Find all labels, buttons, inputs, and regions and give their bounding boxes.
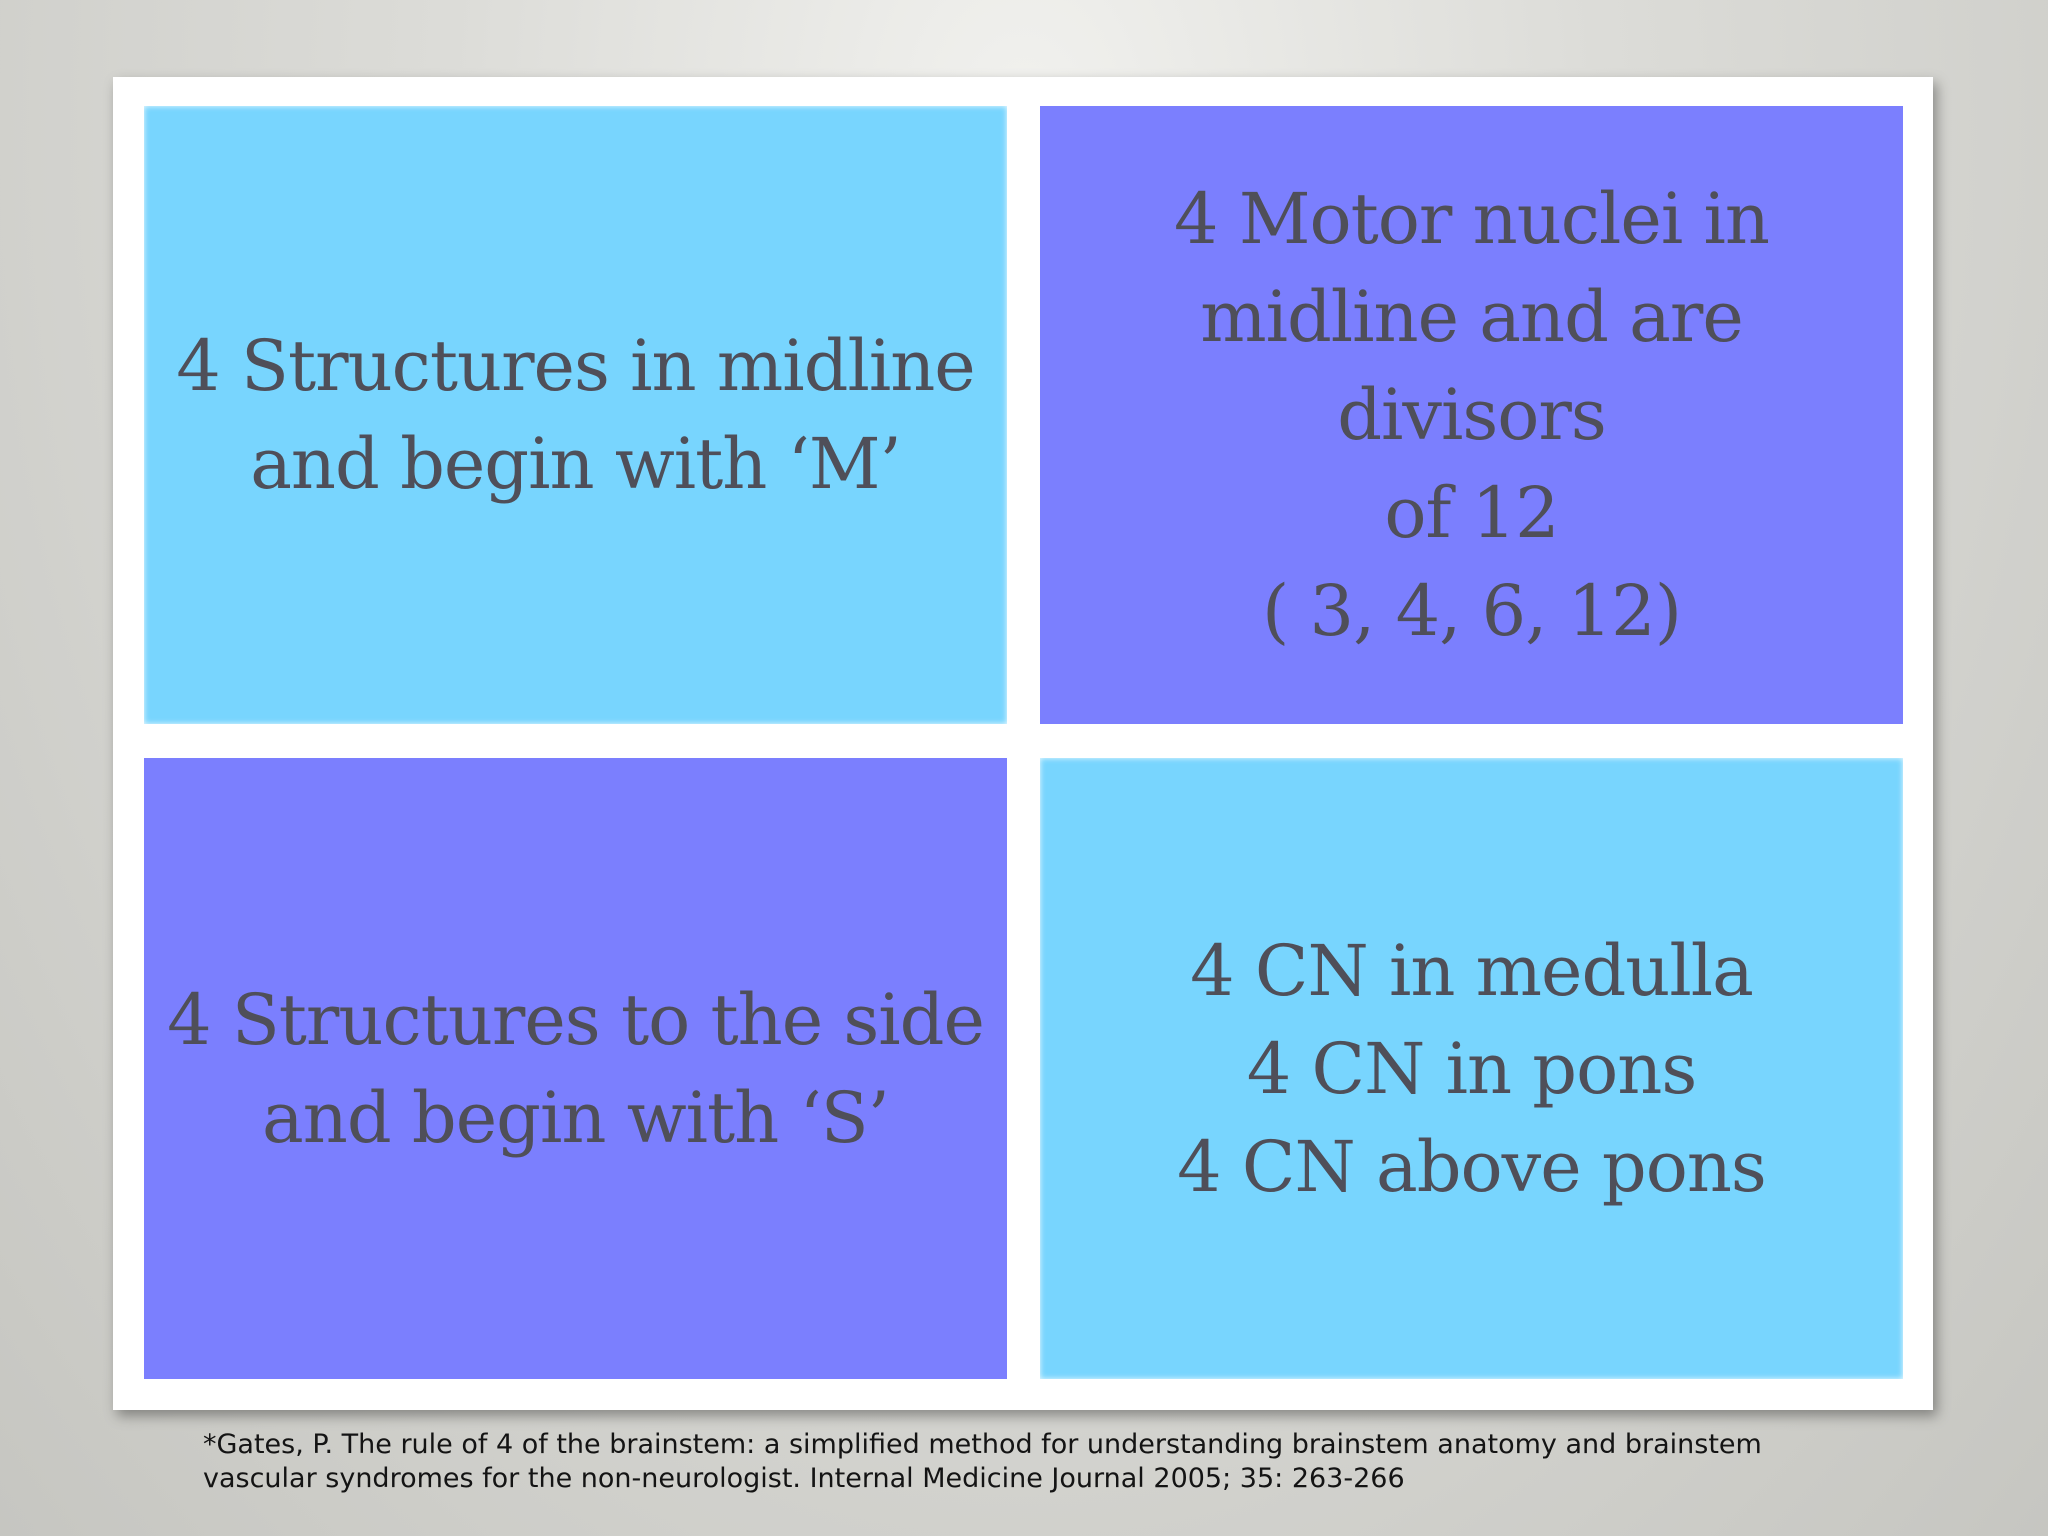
panel-structures-midline [144,106,1007,724]
panel-motor-nuclei-text: 4 Motor nuclei in midline and are divisors of 12 ( 3, 4, 6, 12) [1174,178,1769,652]
panel-motor-nuclei [1040,106,1903,724]
panel-structures-side-text: 4 Structures to the side and begin with ‘S’ [167,978,984,1159]
panel-cranial-nerves-text: 4 CN in medulla 4 CN in pons 4 CN above pons [1177,929,1766,1208]
panel-structures-side [144,758,1007,1379]
panel-cranial-nerves [1040,758,1903,1379]
citation: *Gates, P. The rule of 4 of the brainstem: a simplified method for understanding brainstem anatomy and brainstem vascular syndromes for the non-neurologist. Internal Medicine Journal 2005; 35: 263-266 [203,1429,1762,1494]
panel-structures-midline-text: 4 Structures in midline and begin with ‘M’ [176,325,975,505]
slide-frame [113,77,1933,1410]
